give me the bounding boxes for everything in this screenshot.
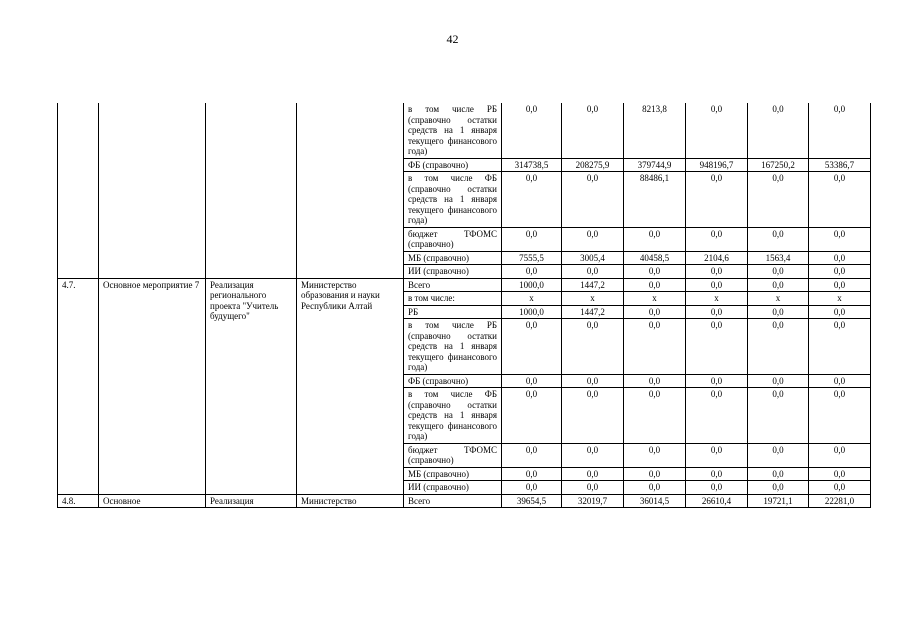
funding-source-cell: ФБ (справочно)	[404, 158, 502, 172]
value-cell: 0,0	[502, 172, 562, 228]
funding-source-cell: ИИ (справочно)	[404, 481, 502, 495]
value-cell: 0,0	[748, 467, 809, 481]
funding-source-cell: РБ	[404, 305, 502, 319]
value-cell: 19721,1	[748, 494, 809, 508]
value-cell: 7555,5	[502, 251, 562, 265]
item-number-cell: 4.8.	[58, 494, 99, 508]
value-cell: 0,0	[624, 305, 686, 319]
value-cell: 1563,4	[748, 251, 809, 265]
project-name-cell: Реализация регионального проекта "Учитель будущего"	[206, 278, 297, 494]
value-cell: 26610,4	[686, 494, 748, 508]
value-cell: 0,0	[624, 319, 686, 375]
value-cell: х	[809, 292, 871, 306]
project-cell-continued	[206, 103, 297, 278]
value-cell: 0,0	[502, 481, 562, 495]
funding-source-cell: ИИ (справочно)	[404, 265, 502, 279]
value-cell: 0,0	[562, 374, 624, 388]
number-cell-continued	[58, 103, 99, 278]
value-cell: 0,0	[624, 278, 686, 292]
value-cell: 0,0	[748, 103, 809, 158]
value-cell: 1447,2	[562, 305, 624, 319]
value-cell: 0,0	[686, 305, 748, 319]
value-cell: 0,0	[686, 388, 748, 444]
value-cell: 0,0	[562, 103, 624, 158]
table-body	[58, 103, 871, 508]
item-number-cell: 4.7.	[58, 278, 99, 494]
value-cell: 0,0	[809, 172, 871, 228]
value-cell: 0,0	[748, 172, 809, 228]
value-cell: 0,0	[686, 443, 748, 467]
value-cell: 0,0	[686, 265, 748, 279]
value-cell: 0,0	[686, 172, 748, 228]
funding-source-cell: в том числе РБ (справочно остатки средств на 1 января текущего финансового года)	[404, 319, 502, 375]
value-cell: 0,0	[562, 388, 624, 444]
page-number: 42	[446, 32, 459, 46]
funding-source-cell: в том числе ФБ (справочно остатки средств на 1 января текущего финансового года)	[404, 172, 502, 228]
value-cell: 0,0	[686, 227, 748, 251]
value-cell: 379744,9	[624, 158, 686, 172]
value-cell: 0,0	[809, 103, 871, 158]
value-cell: 1000,0	[502, 305, 562, 319]
value-cell: 0,0	[624, 481, 686, 495]
value-cell: 0,0	[624, 227, 686, 251]
value-cell: 8213,8	[624, 103, 686, 158]
value-cell: 0,0	[502, 443, 562, 467]
value-cell: 40458,5	[624, 251, 686, 265]
value-cell: 0,0	[809, 319, 871, 375]
value-cell: х	[686, 292, 748, 306]
funding-source-cell: бюджет ТФОМС (справочно)	[404, 443, 502, 467]
funding-source-cell: Всего	[404, 278, 502, 292]
value-cell: 0,0	[748, 227, 809, 251]
value-cell: 1000,0	[502, 278, 562, 292]
value-cell: 0,0	[748, 374, 809, 388]
value-cell: 0,0	[809, 388, 871, 444]
value-cell: 0,0	[748, 388, 809, 444]
value-cell: 0,0	[502, 388, 562, 444]
funding-source-cell: Всего	[404, 494, 502, 508]
value-cell: 0,0	[748, 443, 809, 467]
funding-source-cell: бюджет ТФОМС (справочно)	[404, 227, 502, 251]
value-cell: 0,0	[809, 278, 871, 292]
value-cell: 0,0	[809, 305, 871, 319]
value-cell: 0,0	[562, 227, 624, 251]
value-cell: 0,0	[748, 319, 809, 375]
value-cell: 0,0	[624, 374, 686, 388]
value-cell: 208275,9	[562, 158, 624, 172]
value-cell: 0,0	[502, 374, 562, 388]
table-row	[58, 103, 871, 158]
value-cell: 0,0	[809, 481, 871, 495]
value-cell: 0,0	[748, 481, 809, 495]
funding-source-cell: в том числе ФБ (справочно остатки средств на 1 января текущего финансового года)	[404, 388, 502, 444]
value-cell: 0,0	[686, 481, 748, 495]
value-cell: 2104,6	[686, 251, 748, 265]
value-cell: 88486,1	[624, 172, 686, 228]
value-cell: 0,0	[562, 319, 624, 375]
value-cell: х	[502, 292, 562, 306]
measure-cell-continued	[99, 103, 206, 278]
funding-source-cell: МБ (справочно)	[404, 251, 502, 265]
value-cell: 53386,7	[809, 158, 871, 172]
value-cell: 0,0	[809, 265, 871, 279]
value-cell: 0,0	[809, 251, 871, 265]
value-cell: 167250,2	[748, 158, 809, 172]
value-cell: 0,0	[562, 265, 624, 279]
value-cell: 0,0	[809, 374, 871, 388]
value-cell: 32019,7	[562, 494, 624, 508]
value-cell: х	[562, 292, 624, 306]
value-cell: 0,0	[562, 172, 624, 228]
funding-source-cell: в том числе РБ (справочно остатки средств на 1 января текущего финансового года)	[404, 103, 502, 158]
funding-source-cell: МБ (справочно)	[404, 467, 502, 481]
value-cell: 0,0	[562, 443, 624, 467]
value-cell: 0,0	[686, 103, 748, 158]
value-cell: 314738,5	[502, 158, 562, 172]
value-cell: 0,0	[748, 305, 809, 319]
funding-source-cell: ФБ (справочно)	[404, 374, 502, 388]
value-cell: 0,0	[502, 103, 562, 158]
funding-source-cell: в том числе:	[404, 292, 502, 306]
value-cell: 0,0	[686, 278, 748, 292]
value-cell: 0,0	[624, 388, 686, 444]
value-cell: 22281,0	[809, 494, 871, 508]
table-row	[58, 494, 871, 508]
value-cell: 1447,2	[562, 278, 624, 292]
value-cell: х	[624, 292, 686, 306]
value-cell: х	[748, 292, 809, 306]
value-cell: 3005,4	[562, 251, 624, 265]
value-cell: 0,0	[686, 467, 748, 481]
value-cell: 0,0	[686, 319, 748, 375]
measure-name-cell: Основное мероприятие 7	[99, 278, 206, 494]
value-cell: 0,0	[748, 265, 809, 279]
value-cell: 0,0	[624, 467, 686, 481]
value-cell: 0,0	[748, 278, 809, 292]
measure-name-cell: Основное	[99, 494, 206, 508]
value-cell: 0,0	[502, 319, 562, 375]
value-cell: 0,0	[624, 265, 686, 279]
value-cell: 36014,5	[624, 494, 686, 508]
value-cell: 0,0	[809, 443, 871, 467]
table-row	[58, 278, 871, 292]
value-cell: 0,0	[809, 467, 871, 481]
executor-cell: Министерство образования и науки Республики Алтай	[297, 278, 404, 494]
value-cell: 948196,7	[686, 158, 748, 172]
value-cell: 0,0	[562, 467, 624, 481]
value-cell: 39654,5	[502, 494, 562, 508]
value-cell: 0,0	[809, 227, 871, 251]
value-cell: 0,0	[624, 443, 686, 467]
value-cell: 0,0	[686, 374, 748, 388]
funding-table	[57, 103, 871, 508]
value-cell: 0,0	[502, 227, 562, 251]
executor-cell-continued	[297, 103, 404, 278]
value-cell: 0,0	[562, 481, 624, 495]
value-cell: 0,0	[502, 265, 562, 279]
executor-cell: Министерство	[297, 494, 404, 508]
project-name-cell: Реализация	[206, 494, 297, 508]
value-cell: 0,0	[502, 467, 562, 481]
